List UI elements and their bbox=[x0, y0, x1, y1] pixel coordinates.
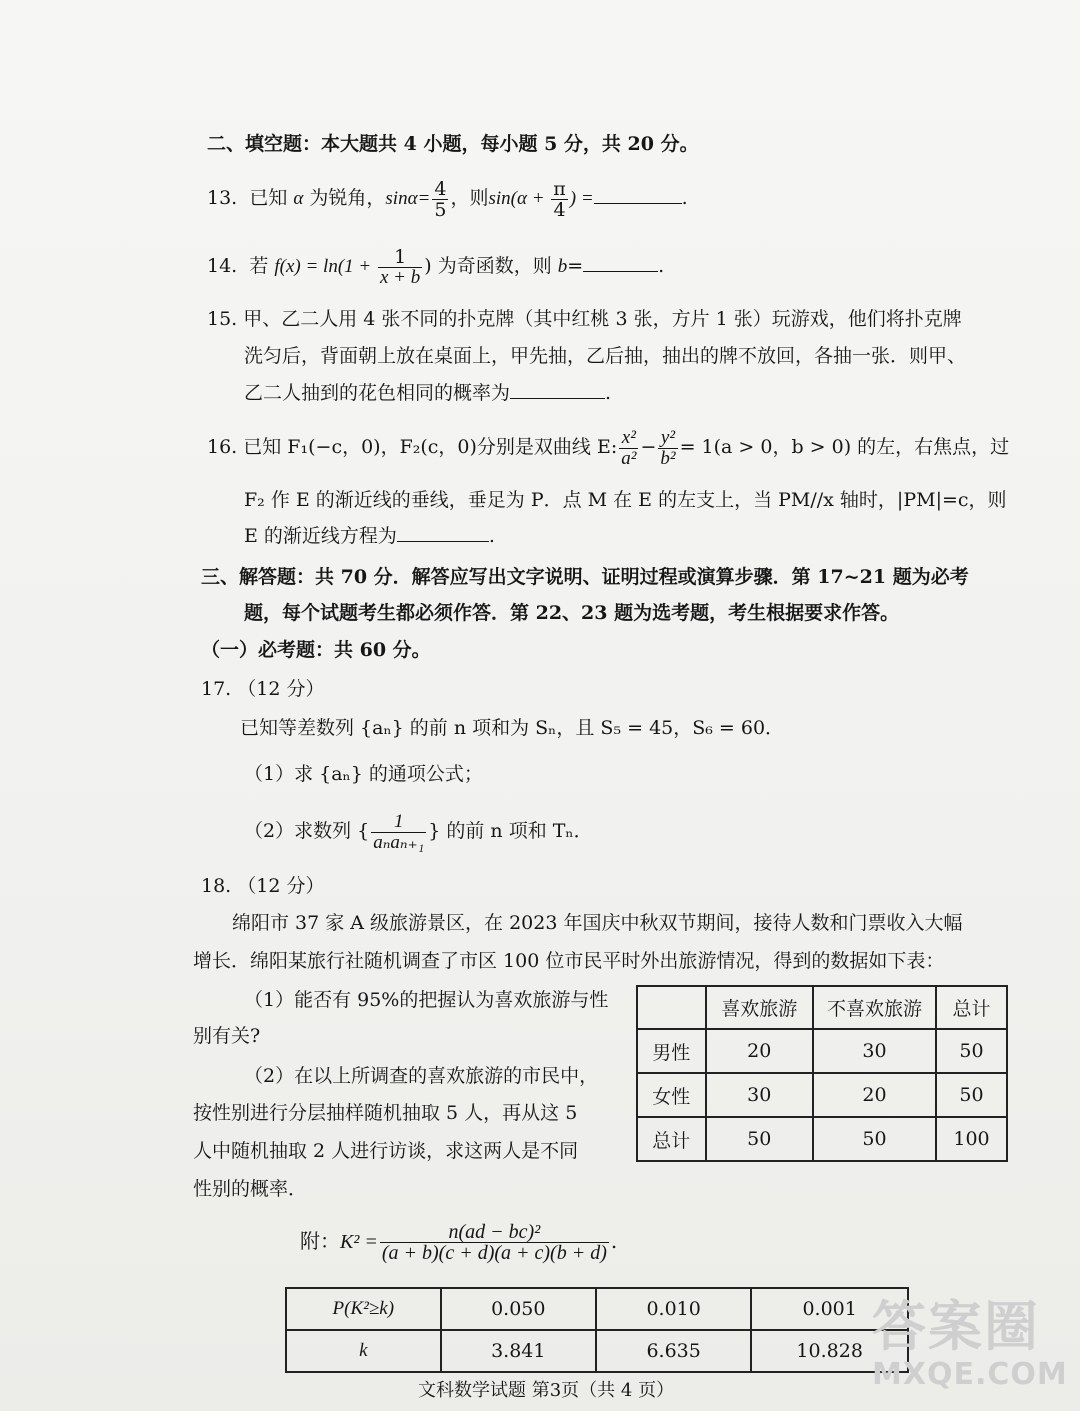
question-18-part-1-cont: 别有关? bbox=[193, 1025, 261, 1047]
fraction-numerator: 4 bbox=[434, 177, 447, 200]
table-cell: 3.841 bbox=[441, 1330, 596, 1372]
table-cell: P(K²≥k) bbox=[286, 1288, 441, 1330]
table-cell: 6.635 bbox=[596, 1330, 751, 1372]
table-header-cell: 总计 bbox=[936, 986, 1007, 1029]
fraction-denominator: 5 bbox=[434, 198, 447, 221]
fraction-numerator: 1 bbox=[371, 812, 426, 833]
table-cell: 男性 bbox=[637, 1029, 706, 1073]
table-cell: 50 bbox=[936, 1073, 1007, 1117]
text: . bbox=[610, 1229, 618, 1253]
table-cell: 30 bbox=[706, 1073, 813, 1117]
fraction-denominator: x + b bbox=[379, 266, 421, 288]
text: . bbox=[658, 255, 665, 277]
fraction-denominator: b² bbox=[660, 447, 676, 469]
math: sin(α + bbox=[488, 188, 550, 209]
question-16-line-1 bbox=[207, 420, 1009, 474]
text: 若 bbox=[249, 255, 275, 277]
table-header-cell: 不喜欢旅游 bbox=[813, 986, 936, 1029]
text: 甲、乙二人用 4 张不同的扑克牌（其中红桃 3 张，方片 1 张）玩游戏，他们将扑克牌 bbox=[243, 308, 962, 330]
question-17-part-2 bbox=[244, 806, 593, 856]
watermark-url: MXQE.COM bbox=[872, 1357, 1068, 1392]
watermark-logo bbox=[872, 1295, 1068, 1405]
text: . bbox=[488, 525, 495, 547]
text: . bbox=[681, 187, 688, 209]
section-heading-answer: 三、解答题：共 70 分．解答应写出文字说明、证明过程或演算步骤．第 17~21 题为必考 bbox=[201, 566, 969, 588]
watermark-text: 答案圈 bbox=[872, 1295, 1040, 1358]
fraction-numerator: 1 bbox=[378, 247, 422, 268]
table-row bbox=[637, 1117, 1007, 1161]
math: sinα= bbox=[385, 188, 431, 209]
text: } 的前 n 项和 Tₙ． bbox=[428, 820, 593, 842]
fraction-denominator: aₙaₙ₊₁ bbox=[373, 831, 425, 853]
question-17-stem: 已知等差数列 {aₙ} 的前 n 项和为 Sₙ，且 S₅ = 45，S₆ = 60． bbox=[240, 717, 785, 739]
fraction-numerator: y² bbox=[658, 428, 677, 449]
survey-contingency-table bbox=[636, 985, 1008, 1162]
question-18-heading: 18. （12 分） bbox=[201, 875, 325, 897]
fraction-denominator: a² bbox=[621, 447, 637, 469]
fraction-denominator: (a + b)(c + d)(a + c)(b + d) bbox=[381, 1242, 607, 1264]
question-18-intro-line-1: 绵阳市 37 家 A 级旅游景区，在 2023 年国庆中秋双节期间，接待人数和门票收入大幅 bbox=[232, 912, 963, 934]
page-footer: 文科数学试题 第3页（共 4 页） bbox=[418, 1380, 675, 1401]
fraction bbox=[432, 179, 448, 220]
table-cell: 100 bbox=[936, 1117, 1007, 1161]
math: K² = bbox=[340, 1231, 378, 1253]
text: 附： bbox=[300, 1229, 340, 1253]
question-15-line-2: 洗匀后，背面朝上放在桌面上，甲先抽，乙后抽，抽出的牌不放回，各抽一张．则甲、 bbox=[244, 345, 967, 367]
text: 已知 F₁(−c，0)，F₂(c，0)分别是双曲线 E: bbox=[243, 436, 618, 458]
text: ，则 bbox=[450, 187, 489, 209]
fraction bbox=[371, 812, 426, 853]
question-15-line-1 bbox=[207, 306, 962, 332]
fraction bbox=[378, 247, 422, 288]
table-header-row bbox=[637, 986, 1007, 1029]
table-cell: 20 bbox=[813, 1073, 936, 1117]
table-row bbox=[286, 1330, 908, 1372]
question-16-line-3 bbox=[244, 523, 495, 549]
table-row bbox=[286, 1288, 908, 1330]
fraction-numerator: π bbox=[553, 177, 566, 200]
table-row bbox=[637, 1029, 1007, 1073]
question-14 bbox=[207, 241, 664, 292]
answer-blank bbox=[397, 523, 489, 542]
table-row bbox=[637, 1073, 1007, 1117]
question-number: 14. bbox=[207, 255, 238, 277]
table-cell: 50 bbox=[936, 1029, 1007, 1073]
text: = bbox=[567, 255, 584, 277]
answer-blank bbox=[510, 380, 605, 399]
question-18-intro-line-2: 增长．绵阳某旅行社随机调查了市区 100 位市民平时外出旅游情况，得到的数据如下表： bbox=[193, 950, 945, 972]
table-cell: 50 bbox=[706, 1117, 813, 1161]
table-cell: 30 bbox=[813, 1029, 936, 1073]
question-18-part-2-cont: 按性别进行分层抽样随机抽取 5 人，再从这 5 bbox=[193, 1102, 578, 1124]
table-cell: 总计 bbox=[637, 1117, 706, 1161]
text: E 的渐近线方程为 bbox=[244, 525, 397, 547]
fraction-numerator: n(ad − bc)² bbox=[380, 1222, 609, 1243]
fraction-denominator: 4 bbox=[553, 198, 566, 221]
question-15-line-3 bbox=[244, 380, 611, 406]
math-var: α bbox=[293, 188, 304, 209]
text: 乙二人抽到的花色相同的概率为 bbox=[244, 382, 511, 404]
subsection-heading-required: （一）必考题：共 60 分。 bbox=[201, 639, 431, 661]
table-cell bbox=[637, 986, 706, 1029]
table-cell: k bbox=[286, 1330, 441, 1372]
question-18-part-1: （1）能否有 95%的把握认为喜欢旅游与性 bbox=[244, 989, 609, 1011]
question-17-heading: 17. （12 分） bbox=[201, 678, 325, 700]
question-13 bbox=[207, 173, 688, 224]
answer-blank bbox=[583, 253, 658, 272]
math-var: b bbox=[557, 256, 568, 277]
fraction bbox=[658, 428, 677, 469]
critical-value-table bbox=[285, 1287, 909, 1373]
text: ) 为奇函数，则 bbox=[424, 255, 558, 277]
question-16-line-2: F₂ 作 E 的渐近线的垂线，垂足为 P．点 M 在 E 的左支上，当 PM//x 轴时，|PM|=c，则 bbox=[244, 489, 1007, 511]
question-18-part-2-cont: 性别的概率． bbox=[193, 1178, 308, 1200]
section-heading-fill-in: 二、填空题：本大题共 4 小题，每小题 5 分，共 20 分。 bbox=[207, 133, 699, 155]
table-cell: 0.050 bbox=[441, 1288, 596, 1330]
text: （2）求数列 { bbox=[244, 820, 370, 842]
question-number: 15. bbox=[207, 308, 238, 330]
table-cell: 20 bbox=[706, 1029, 813, 1073]
question-18-part-2-cont: 人中随机抽取 2 人进行访谈，求这两人是不同 bbox=[193, 1140, 579, 1162]
math: − bbox=[640, 436, 657, 458]
fraction bbox=[551, 179, 568, 220]
table-cell: 10.828 bbox=[751, 1330, 908, 1372]
question-17-part-1: （1）求 {aₙ} 的通项公式； bbox=[244, 763, 483, 785]
question-18-part-2: （2）在以上所调查的喜欢旅游的市民中， bbox=[244, 1065, 599, 1087]
section-heading-answer-line-2: 题，每个试题考生都必须作答．第 22、23 题为选考题，考生根据要求作答。 bbox=[244, 602, 900, 624]
answer-blank bbox=[594, 185, 682, 204]
question-number: 16. bbox=[207, 436, 238, 458]
table-header-cell: 喜欢旅游 bbox=[706, 986, 813, 1029]
table-cell: 0.001 bbox=[751, 1288, 908, 1330]
table-cell: 0.010 bbox=[596, 1288, 751, 1330]
table-cell: 女性 bbox=[637, 1073, 706, 1117]
fraction bbox=[619, 428, 638, 469]
math: f(x) = ln(1 + bbox=[274, 256, 376, 277]
fraction bbox=[380, 1222, 609, 1263]
fraction-numerator: x² bbox=[619, 428, 638, 449]
text: 已知 bbox=[249, 187, 294, 209]
table-cell: 50 bbox=[813, 1117, 936, 1161]
text: = 1(a > 0，b > 0) 的左，右焦点，过 bbox=[679, 436, 1010, 458]
text: . bbox=[605, 382, 612, 404]
question-number: 13. bbox=[207, 187, 238, 209]
k-squared-formula bbox=[300, 1214, 617, 1269]
text: 为锐角， bbox=[303, 187, 386, 209]
math: ) = bbox=[569, 188, 594, 209]
